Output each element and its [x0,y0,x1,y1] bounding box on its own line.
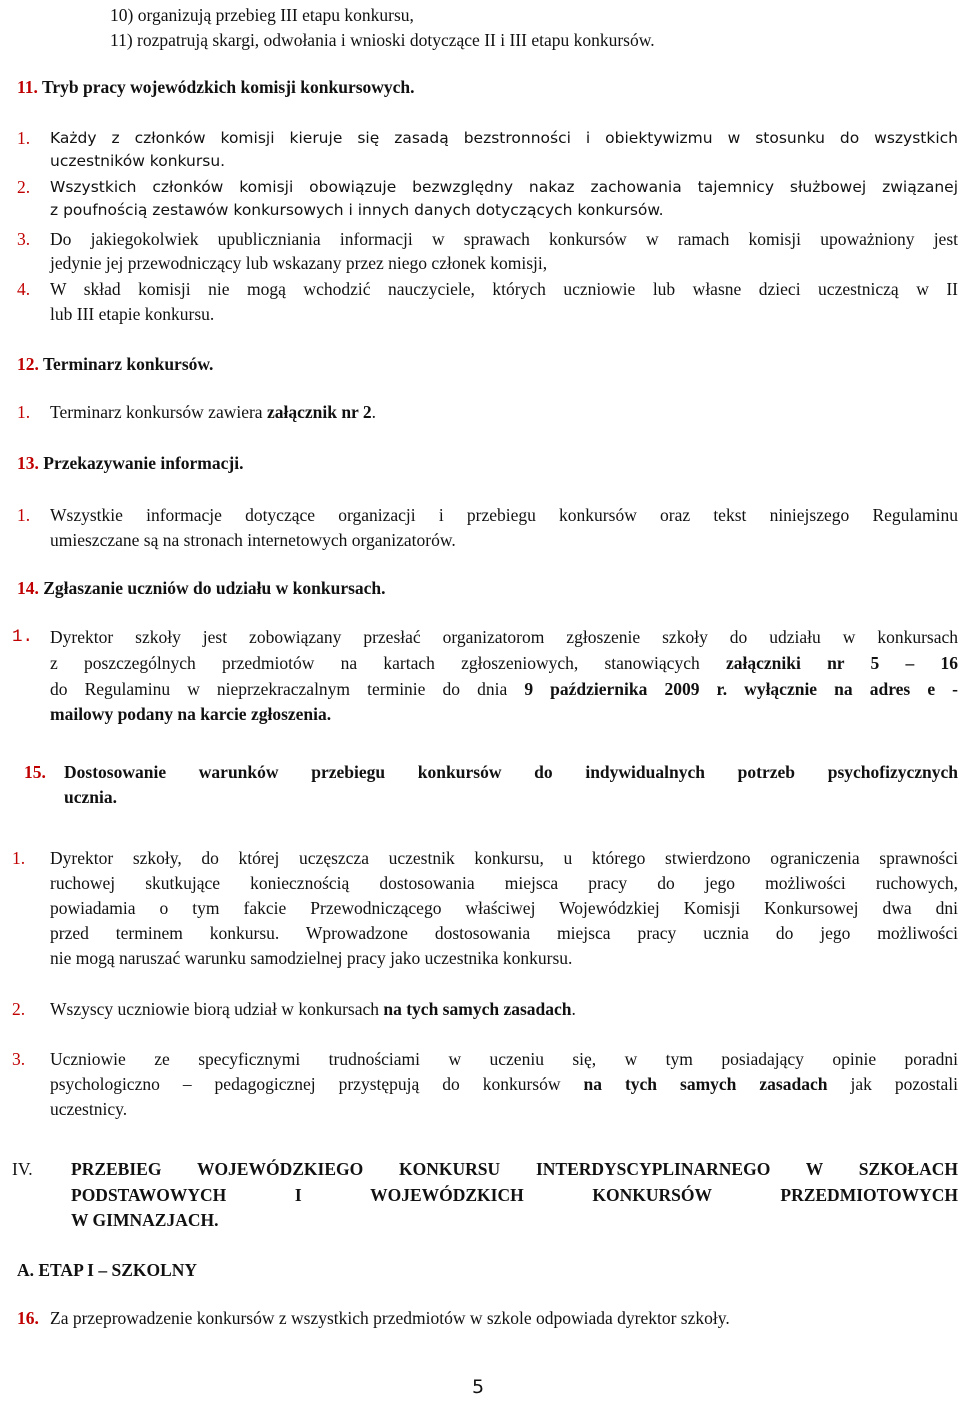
section-11-heading [17,76,415,98]
paragraph-line: przed terminem konkursu. Wprowadzone dostosowania miejsca pracy ucznia do jego możliwości [50,923,958,943]
bold-run: wyłącznie na adres e - [727,679,958,699]
paragraph-line: uczestnicy. [50,1099,128,1119]
paragraph-line: nie mogą naruszać warunku samodzielnej pracy jako uczestnika konkursu. [50,948,573,968]
bold-run: 9 października 2009 r. [524,679,728,699]
section-title-line: ucznia. [64,787,117,807]
roman-section-number: IV. [12,1159,33,1179]
bold-run: na tych samych zasadach [383,999,572,1019]
section-14-heading [17,577,386,599]
paragraph-line: umieszczane są na stronach internetowych organizatorów. [50,530,456,550]
section-title: Zgłaszanie uczniów do udziału w konkursach. [43,578,386,598]
item-number: 1. [12,848,26,868]
section-number: 12. [17,354,39,374]
section-title: Tryb pracy wojewódzkich komisji konkursowych. [41,77,415,97]
text-run: . [371,402,377,422]
paragraph-line [50,678,958,700]
paragraph-line: uczestników konkursu. [50,152,226,170]
paragraph-line: powiadamia o tym fakcie Przewodniczącego właściwej Wojewódzkiej Komisji Konkursowej dwa dni [50,898,958,918]
bold-run: załącznik nr 2 [266,402,372,422]
text-run: z poszczególnych przedmiotów na kartach zgłoszeniowych, stanowiących [50,653,726,673]
section-title: Przekazywanie informacji. [43,453,244,473]
list-item-11: 11) rozpatrują skargi, odwołania i wnioski dotyczące II i III etapu konkursów. [110,30,655,50]
section-title-line: Dostosowanie warunków przebiegu konkursów do indywidualnych potrzeb psychofizycznych [64,762,958,782]
section-15-heading [24,761,46,783]
bold-run: załączniki nr 5 – 16 [725,653,958,673]
paragraph-line: Do jakiegokolwiek upubliczniania informacji w sprawach konkursów w ramach komisji upoważniony jest [50,229,958,249]
bold-run: na tych samych zasadach [583,1074,828,1094]
paragraph-line: W skład komisji nie mogą wchodzić nauczyciele, których uczniowie lub własne dzieci uczestniczą w II [50,279,958,299]
paragraph-line: jedynie jej przewodniczący lub wskazany przez niego członek komisji, [50,253,548,273]
section-number: 11. [17,77,38,97]
item-number: 1. [17,505,31,525]
paragraph-line: Uczniowie ze specyficznymi trudnościami w uczeniu się, w tym posiadający opinie poradni [50,1049,958,1069]
section-12-heading [17,353,213,375]
paragraph-line: Dyrektor szkoły, do której uczęszcza uczestnik konkursu, u którego stwierdzono ograniczenia sprawności [50,848,958,868]
text-run: do Regulaminu w nieprzekraczalnym terminie do dnia [50,679,525,699]
text-run: Wszyscy uczniowie biorą udział w konkursach [50,999,384,1019]
paragraph-line [50,652,958,674]
section-number: 15. [24,762,46,782]
paragraph-line: Wszystkie informacje dotyczące organizacji i przebiegu konkursów oraz tekst niniejszego Regulaminu [50,505,958,525]
item-number: 1. [17,402,31,422]
page-number: 5 [472,1376,485,1398]
roman-section-title-line: PODSTAWOWYCH I WOJEWÓDZKICH KONKURSÓW PRZEDMIOTOWYCH [71,1185,958,1205]
item-number: 2. [12,999,26,1019]
paragraph-line: Dyrektor szkoły jest zobowiązany przesłać organizatorom zgłoszenie szkoły do udziału w konkursach [50,627,958,647]
section-title: Terminarz konkursów. [42,354,214,374]
paragraph-line: Wszystkich członków komisji obowiązuje bezwzględny nakaz zachowania tajemnicy służbowej związanej [50,178,958,196]
paragraph-line: Za przeprowadzenie konkursów z wszystkich przedmiotów w szkole odpowiada dyrektor szkoły. [50,1308,730,1328]
item-number: 4. [17,279,31,299]
paragraph-line [50,1073,958,1095]
paragraph-line: Każdy z członków komisji kieruje się zasadą bezstronności i obiektywizmu w stosunku do wszystkich [50,129,958,147]
paragraph-line: z poufnością zestawów konkursowych i innych danych dotyczących konkursów. [50,201,664,219]
paragraph-line [50,998,576,1020]
paragraph-line: mailowy podany na karcie zgłoszenia. [50,704,332,724]
section-number: 16. [17,1308,39,1328]
paragraph-line [50,401,376,423]
section-number: 14. [17,578,39,598]
text-run: jak pozostali [827,1074,958,1094]
roman-section-title-line: W GIMNAZJACH. [71,1210,219,1230]
paragraph-line: ruchowej skutkujące koniecznością dostosowania miejsca pracy do jego możliwości ruchowych, [50,873,958,893]
stage-heading: A. ETAP I – SZKOLNY [17,1260,198,1280]
list-item-10: 10) organizują przebieg III etapu konkursu, [110,5,414,25]
item-number: 1. [17,128,31,148]
section-13-heading [17,452,243,474]
text-run: psychologiczno – pedagogicznej przystępują do konkursów [50,1074,584,1094]
section-number: 13. [17,453,39,473]
text-run: . [571,999,576,1019]
item-number: 2. [17,177,31,197]
item-number: 3. [12,1049,26,1069]
item-number: 1. [12,627,34,647]
paragraph-line: lub III etapie konkursu. [50,304,215,324]
item-number: 3. [17,229,31,249]
text-run: Terminarz konkursów zawiera [50,402,267,422]
roman-section-title-line: PRZEBIEG WOJEWÓDZKIEGO KONKURSU INTERDYSCYPLINARNEGO W SZKOŁACH [71,1159,958,1179]
